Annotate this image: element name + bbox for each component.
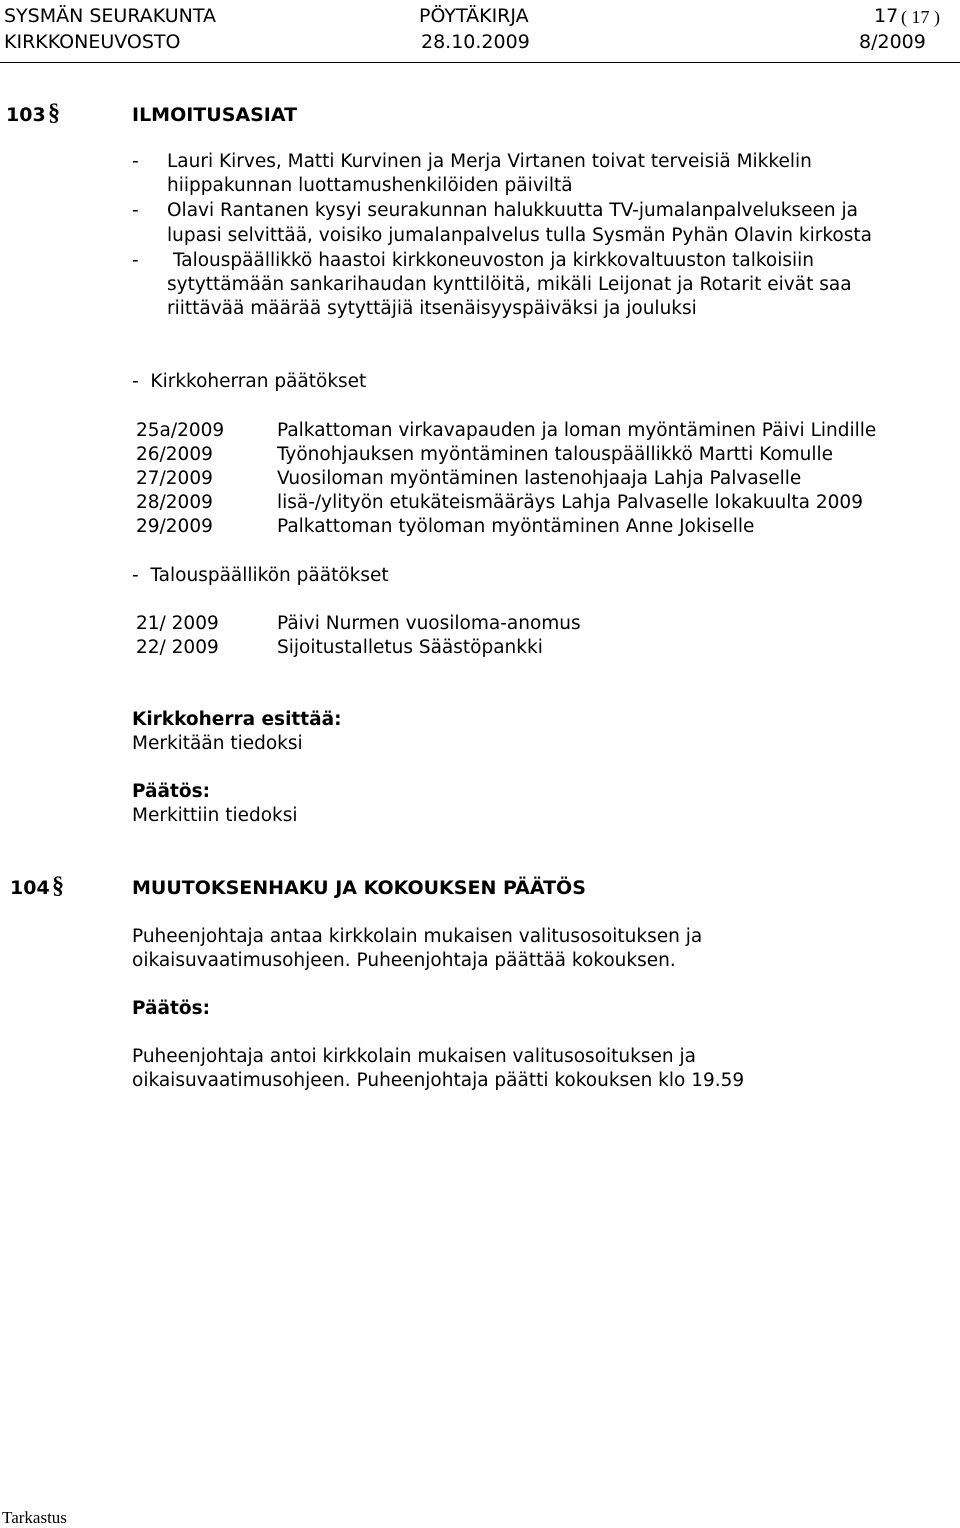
decision-label: Päätös: <box>132 781 210 802</box>
decision-number: 26/2009 <box>136 444 213 465</box>
decision-text: Vuosiloman myöntäminen lastenohjaaja Lahja Palvaselle <box>277 468 802 489</box>
decision-text: Palkattoman virkavapauden ja loman myöntäminen Päivi Lindille <box>277 420 877 441</box>
header-body: KIRKKONEUVOSTO <box>4 31 181 53</box>
bullet-dash: - <box>132 250 139 271</box>
header-meeting-number: 8/2009 <box>859 31 926 53</box>
section-103-para-sign: § <box>48 100 60 126</box>
bullet-dash: - <box>132 200 139 221</box>
bullet-3-line-3: riittävää määrää sytyttäjiä itsenäisyyspäiväksi ja jouluksi <box>167 298 697 319</box>
decision-number: 29/2009 <box>136 516 213 537</box>
section-104-title: MUUTOKSENHAKU JA KOKOUKSEN PÄÄTÖS <box>132 877 586 899</box>
bullet-3-line-2: sytyttämään sankarihaudan kynttilöitä, mikäli Leijonat ja Rotarit eivät saa <box>167 274 852 295</box>
decision-number: 28/2009 <box>136 492 213 513</box>
section-104-decision-line-1: Puheenjohtaja antoi kirkkolain mukaisen valitusosoituksen ja <box>132 1046 696 1067</box>
section-104-intro-line-1: Puheenjohtaja antaa kirkkolain mukaisen valitusosoituksen ja <box>132 926 703 947</box>
decision-number: 27/2009 <box>136 468 213 489</box>
section-104-decision-line-2: oikaisuvaatimusohjeen. Puheenjohtaja päätti kokouksen klo 19.59 <box>132 1070 745 1091</box>
bullet-1-line-1: Lauri Kirves, Matti Kurvinen ja Merja Virtanen toivat terveisiä Mikkelin <box>167 151 812 172</box>
decision-text: Työnohjauksen myöntäminen talouspäällikkö Martti Komulle <box>277 444 834 465</box>
bullet-3-line-1: Talouspäällikkö haastoi kirkkoneuvoston ja kirkkovaltuuston talkoisiin <box>173 250 815 271</box>
header-date: 28.10.2009 <box>421 31 530 53</box>
talouspaallikko-decisions-heading: - Talouspäällikön päätökset <box>132 565 389 586</box>
kirkkoherra-decisions-heading: - Kirkkoherran päätökset <box>132 371 367 392</box>
bullet-2-line-2: lupasi selvittää, voisiko jumalanpalvelus tulla Sysmän Pyhän Olavin kirkosta <box>167 225 872 246</box>
decision-text: Sijoitustalletus Säästöpankki <box>277 637 543 658</box>
decision-number: 21/ 2009 <box>136 613 219 634</box>
bullet-2-line-1: Olavi Rantanen kysyi seurakunnan halukkuutta TV-jumalanpalvelukseen ja <box>167 200 858 221</box>
header-doc-type: PÖYTÄKIRJA <box>419 5 529 27</box>
section-103-title: ILMOITUSASIAT <box>132 104 298 126</box>
section-104-para-sign: § <box>52 873 64 899</box>
section-104-intro-line-2: oikaisuvaatimusohjeen. Puheenjohtaja päättää kokouksen. <box>132 950 676 971</box>
decision-label: Päätös: <box>132 998 210 1019</box>
bullet-1-line-2: hiippakunnan luottamushenkilöiden päiviltä <box>167 175 573 196</box>
decision-result-text: Merkittiin tiedoksi <box>132 805 298 826</box>
section-104-number: 104 <box>10 877 50 899</box>
decision-number: 22/ 2009 <box>136 637 219 658</box>
decision-number: 25a/2009 <box>136 420 225 441</box>
decision-text: lisä-/ylityön etukäteismääräys Lahja Palvaselle lokakuulta 2009 <box>277 492 863 513</box>
header-page-number: 17 <box>874 5 899 27</box>
header-org: SYSMÄN SEURAKUNTA <box>4 5 216 27</box>
bullet-dash: - <box>132 151 139 172</box>
header-rule <box>0 62 960 63</box>
proposal-label: Kirkkoherra esittää: <box>132 709 342 730</box>
proposal-text: Merkitään tiedoksi <box>132 733 303 754</box>
header-page-total: ( 17 ) <box>901 7 940 27</box>
decision-text: Palkattoman työloman myöntäminen Anne Jokiselle <box>277 516 755 537</box>
decision-text: Päivi Nurmen vuosiloma-anomus <box>277 613 581 634</box>
footer-label: Tarkastus <box>2 1508 67 1527</box>
section-103-number: 103 <box>6 104 46 126</box>
